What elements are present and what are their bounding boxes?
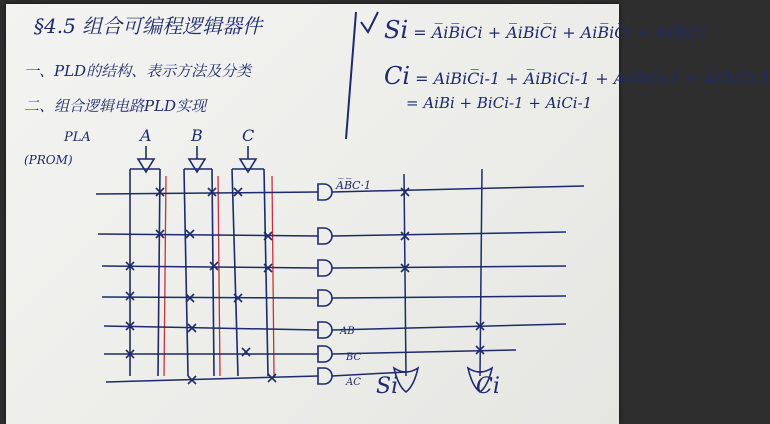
outline-item-1: 一、PLD的结构、表示方法及分类 [24, 62, 252, 80]
divider-check [361, 12, 378, 32]
carry-rhs: = AiBiC̅i-1 + A̅iBiCi-1 + AiB̅iCi-1 + AiBiCi-1 [415, 69, 770, 88]
input-lines [130, 169, 268, 376]
or-array-lines [332, 169, 584, 376]
section-title: §4.5 组合可编程逻辑器件 [34, 14, 263, 38]
divider-vertical [346, 12, 356, 139]
buffer-c [240, 159, 256, 172]
pla-label: PLA [64, 130, 91, 145]
carry-simplified: = AiBi + BiCi-1 + AiCi-1 [406, 94, 593, 112]
input-buffers [138, 146, 256, 172]
term-label-top: A̅B̅C·1 [336, 179, 371, 192]
term-label-ab: AB [340, 326, 355, 337]
prom-label: (PROM) [24, 153, 73, 167]
carry-lhs: Ci [384, 62, 411, 90]
output-carry-label: Ci [476, 374, 500, 399]
buffer-a [138, 159, 154, 172]
sum-lhs: Si [384, 16, 409, 44]
term-label-bc: BC [346, 352, 362, 363]
carry-formula [384, 64, 770, 88]
outline-item-2: 二、组合逻辑电路PLD实现 [24, 97, 207, 115]
input-b-label: B [191, 126, 203, 145]
input-a-label: A [140, 126, 152, 145]
term-label-ac: AC [346, 377, 361, 388]
output-sum-label: Si [376, 374, 399, 399]
red-lines [164, 176, 274, 376]
buffer-b [189, 159, 205, 172]
sum-rhs: = A̅iB̅iCi + A̅iBiC̅i + AiB̅iC̅i + AiBiCi [413, 23, 707, 42]
whiteboard [6, 4, 770, 424]
input-c-label: C [242, 126, 255, 145]
sum-formula [384, 18, 706, 42]
and-gates [318, 184, 332, 384]
